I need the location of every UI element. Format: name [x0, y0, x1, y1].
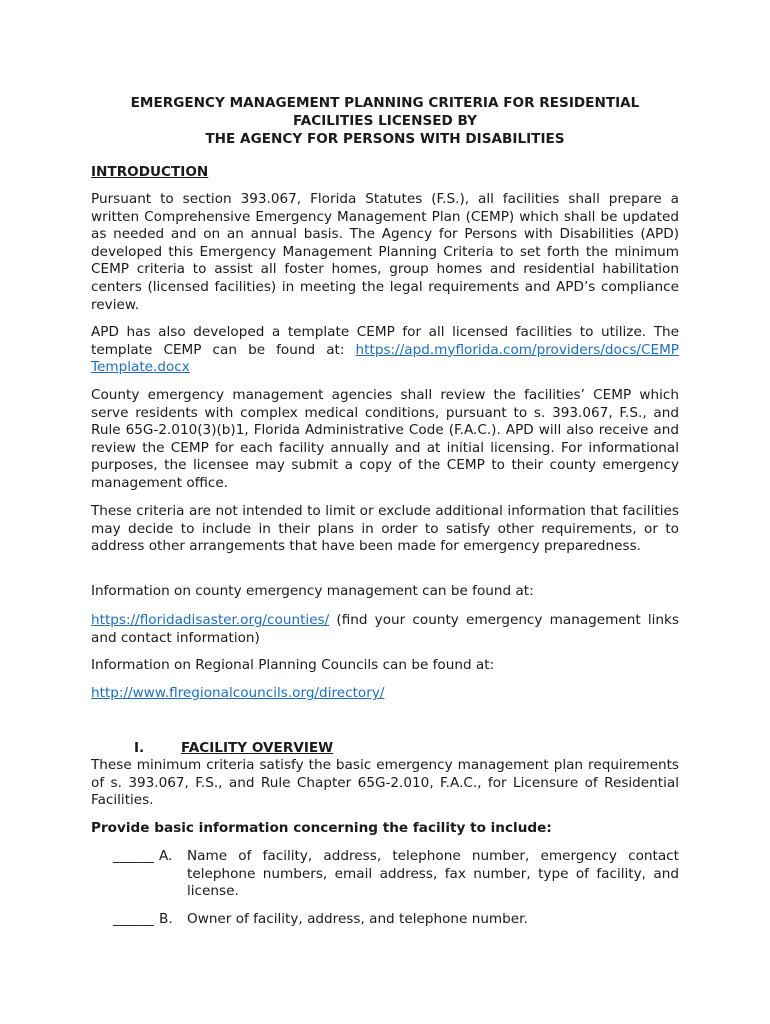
item-text: Name of facility, address, telephone number, emergency contact telephone numbers, email address, fax number, type of facility, and license. — [187, 848, 679, 900]
intro-paragraph-3: County emergency management agencies shall review the facilities’ CEMP which serve residents with complex medical conditions, pursuant to s. 393.067, F.S., and Rule 65G-2.010(3)(b)1, Florida Administrative Code (F.A.C.). APD will also receive and review the CEMP for each facility annually and at initial licensing. For informational purposes, the licensee may submit a copy of the CEMP to their county emergency management office. — [91, 387, 679, 491]
intro-paragraph-2-text: APD has also developed a template CEMP for all licensed facilities to utilize. The template CEMP can be found at: — [91, 324, 679, 358]
section-1-title: FACILITY OVERVIEW — [181, 740, 334, 756]
section-1-number: I. — [134, 740, 145, 756]
intro-paragraph-2 — [91, 324, 679, 377]
intro-paragraph-7: Information on Regional Planning Councils can be found at: — [91, 657, 495, 673]
item-text: Owner of facility, address, and telephone number. — [187, 911, 528, 927]
list-item — [113, 848, 679, 901]
intro-paragraph-4: These criteria are not intended to limit or exclude additional information that facilities may decide to include in their plans in order to satisfy other requirements, or to address other arrangements that have been made for emergency preparedness. — [91, 503, 679, 555]
item-letter: B. — [159, 911, 173, 927]
section-1-subheading: Provide basic information concerning the facility to include: — [91, 820, 552, 836]
list-item — [113, 911, 679, 929]
checkbox-blank[interactable]: ______ — [113, 911, 154, 927]
intro-paragraph-1: Pursuant to section 393.067, Florida Statutes (F.S.), all facilities shall prepare a written Comprehensive Emergency Management Plan (CEMP) which shall be updated as needed and on an annual basis. The Agency for Persons with Disabilities (APD) developed this Emergency Management Planning Criteria to set forth the minimum CEMP criteria to assist all foster homes, group homes and residential habilitation centers (licensed facilities) in meeting the legal requirements and APD’s compliance review. — [91, 191, 679, 313]
title-line-2: FACILITIES LICENSED BY — [292, 113, 478, 129]
florida-disaster-counties-link[interactable]: https://floridadisaster.org/counties/ — [91, 612, 330, 628]
cemp-template-link[interactable]: https://apd.myflorida.com/providers/docs/CEMP Template.docx — [91, 341, 679, 376]
checkbox-blank[interactable]: ______ — [113, 848, 154, 864]
intro-paragraph-8 — [91, 685, 679, 703]
title-line-1: EMERGENCY MANAGEMENT PLANNING CRITERIA FOR RESIDENTIAL — [130, 95, 640, 111]
section-1-paragraph: These minimum criteria satisfy the basic emergency management plan requirements of s. 393.067, F.S., and Rule Chapter 65G-2.010, F.A.C., for Licensure of Residential Facilities. — [91, 757, 679, 809]
intro-paragraph-5: Information on county emergency management can be found at: — [91, 583, 534, 599]
title-line-3: THE AGENCY FOR PERSONS WITH DISABILITIES — [205, 131, 565, 147]
item-letter: A. — [159, 848, 173, 864]
intro-paragraph-6 — [91, 612, 679, 647]
section-1-heading — [134, 740, 333, 756]
introduction-heading: INTRODUCTION — [91, 164, 209, 180]
regional-councils-link[interactable]: http://www.flregionalcouncils.org/directory/ — [91, 685, 385, 701]
intro-paragraph-6-text: (find your county emergency management links and contact information) — [91, 612, 679, 646]
document-title — [0, 94, 770, 148]
